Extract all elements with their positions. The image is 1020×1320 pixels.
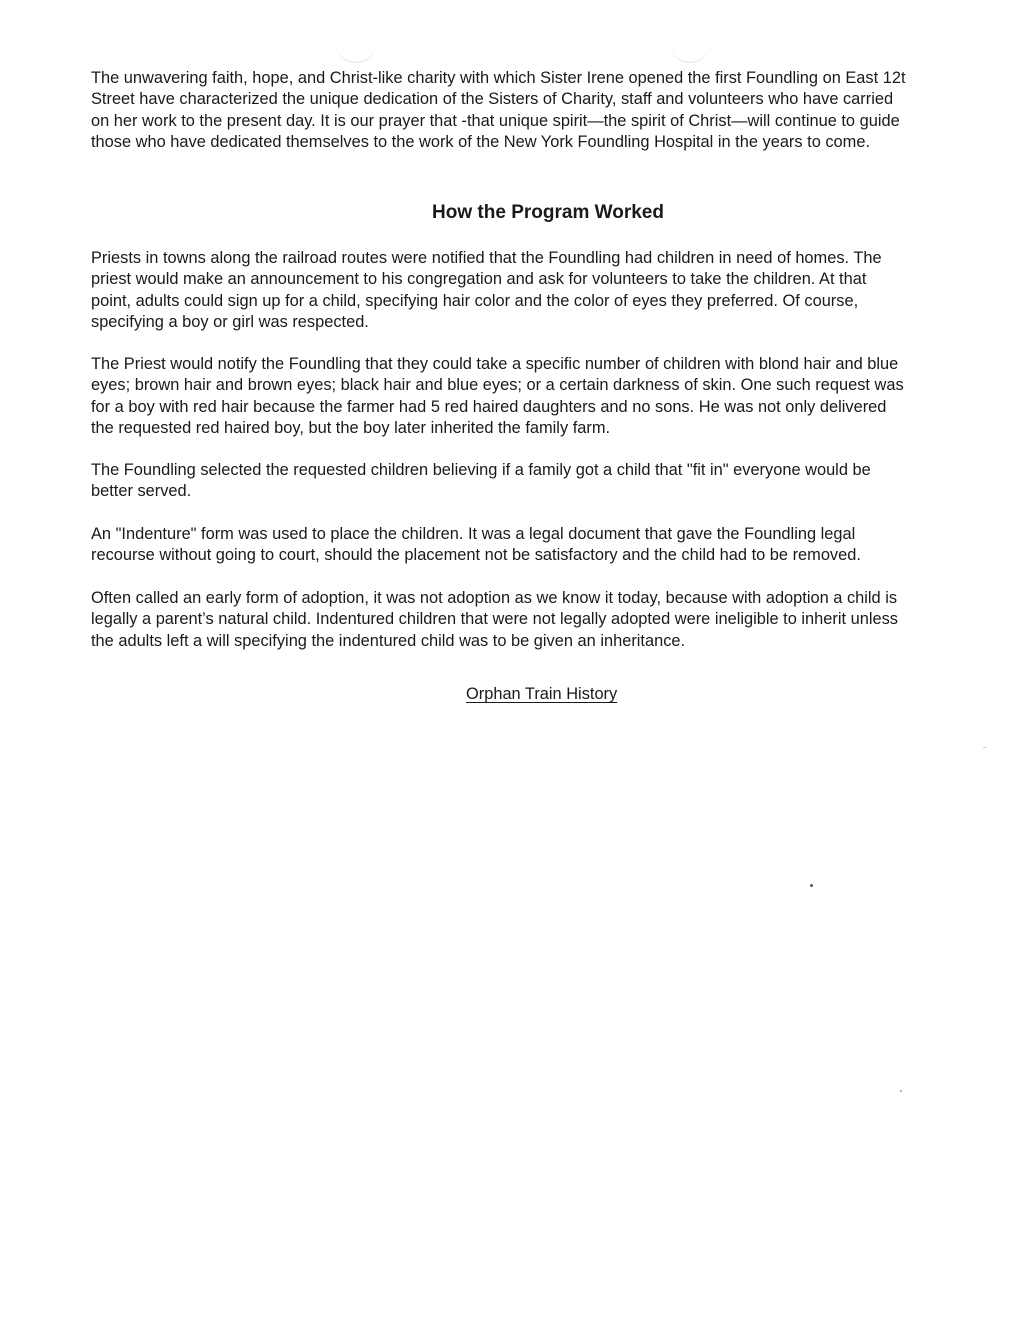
punch-hole-mark-right [670,42,710,63]
paragraph-line: point, adults could sign up for a child, specifying hair color and the color of eyes they preferred. Of course, [91,291,859,310]
paragraph-requests [91,354,971,439]
intro-line: The unwavering faith, hope, and Christ-like charity with which Sister Irene opened the first Foundling on East 12t [91,69,906,87]
paragraph-line: recourse without going to court, should the placement not be satisfactory and the child had to be removed. [91,546,861,565]
paragraph-selection [91,460,971,503]
paragraph-line: better served. [91,482,192,501]
intro-line: on her work to the present day. It is our prayer that -that unique spirit—the spirit of Christ—will continue to guide [91,111,900,130]
paragraph-line: for a boy with red hair because the farmer had 5 red haired daughters and no sons. He was not only delivered [91,397,887,416]
paragraph-line: The Priest would notify the Foundling that they could take a specific number of children with blond hair and blue [91,355,899,373]
paragraph-line: the adults left a will specifying the indentured child was to be given an inheritance. [91,631,686,650]
punch-hole-mark-left [336,42,376,63]
paragraph-line: the requested red haired boy, but the boy later inherited the family farm. [91,418,611,437]
intro-line: Street have characterized the unique dedication of the Sisters of Charity, staff and volunteers who have carried [91,90,894,109]
scan-speck [810,884,813,887]
paragraph-indenture [91,524,971,567]
paragraph-line: specifying a boy or girl was respected. [91,312,369,331]
paragraph-adoption [91,588,971,652]
paragraph-line: Often called an early form of adoption, it was not adoption as we know it today, because with adoption a child is [91,589,898,607]
section-heading: How the Program Worked [432,202,664,223]
scan-speck [983,747,986,748]
intro-paragraph [91,68,971,153]
scan-speck [900,1090,902,1092]
paragraph-notification [91,248,971,333]
paragraph-line: eyes; brown hair and brown eyes; black hair and blue eyes; or a certain darkness of skin. One such request was [91,376,904,395]
paragraph-line: The Foundling selected the requested children believing if a family got a child that "fit in" everyone would be [91,461,871,479]
paragraph-line: An "Indenture" form was used to place the children. It was a legal document that gave the Foundling legal [91,525,856,543]
paragraph-line: legally a parent’s natural child. Indentured children that were not legally adopted were ineligible to inherit unless [91,610,898,629]
source-link[interactable]: Orphan Train History [466,685,618,703]
paragraph-line: Priests in towns along the railroad routes were notified that the Foundling had children in need of homes. The [91,249,882,267]
intro-line: those who have dedicated themselves to the work of the New York Foundling Hospital in the years to come. [91,132,870,151]
paragraph-line: priest would make an announcement to his congregation and ask for volunteers to take the children. At that [91,270,867,289]
